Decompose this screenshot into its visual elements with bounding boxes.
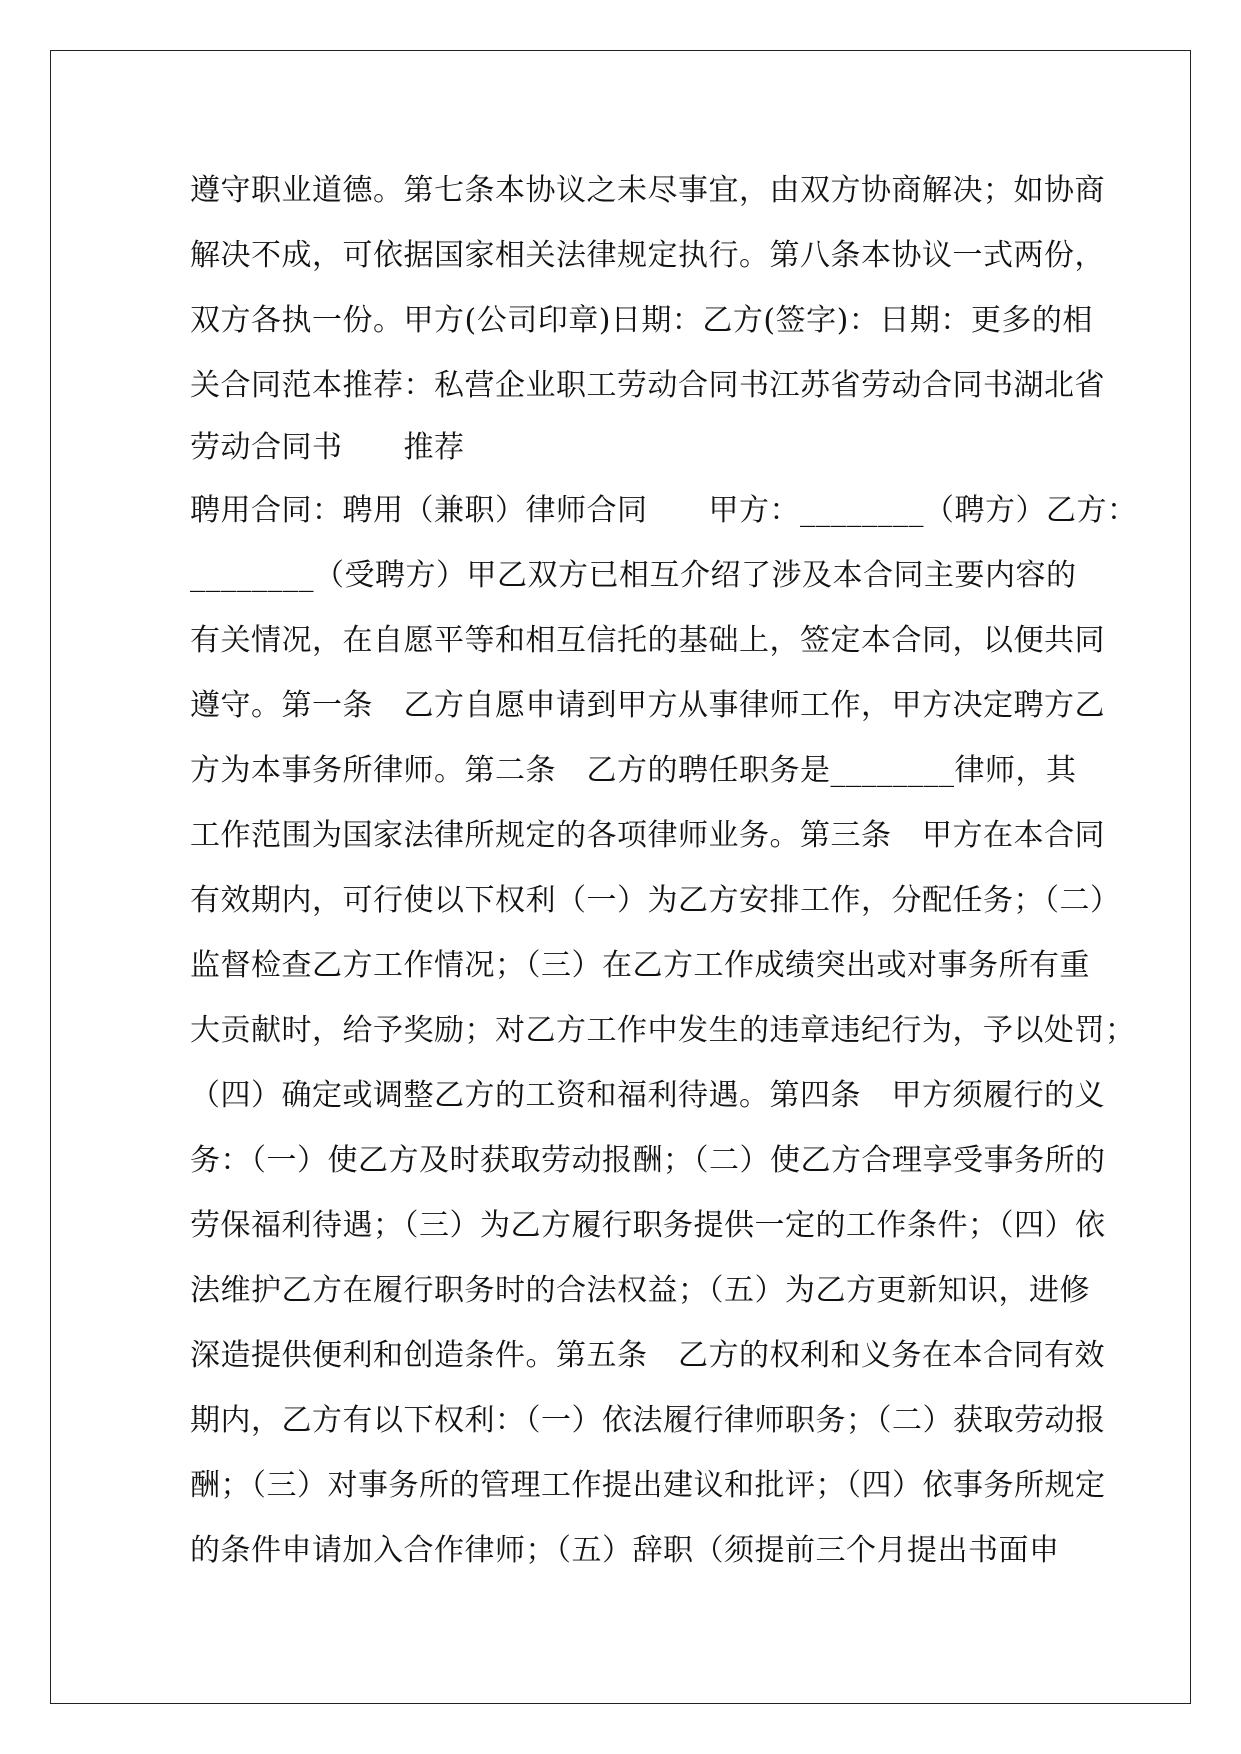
text-line: 工作范围为国家法律所规定的各项律师业务。第三条 甲方在本合同 [190,818,1105,853]
text-line: 酬；（三）对事务所的管理工作提出建议和批评；（四）依事务所规定 [190,1468,1106,1503]
text-line: 法维护乙方在履行职务时的合法权益；（五）为乙方更新知识，进修 [190,1273,1090,1308]
text-line: 的条件申请加入合作律师；（五）辞职（须提前三个月提出书面申 [190,1533,1060,1568]
text-line: 务：（一）使乙方及时获取劳动报酬；（二）使乙方合理享受事务所的 [190,1143,1106,1178]
text-line: 方为本事务所律师。第二条 乙方的聘任职务是________律师，其 [190,753,1077,788]
text-line: 深造提供便利和创造条件。第五条 乙方的权利和义务在本合同有效 [190,1338,1105,1373]
text-line: 期内，乙方有以下权利：（一）依法履行律师职务；（二）获取劳动报 [190,1403,1106,1438]
text-line: 解决不成，可依据国家相关法律规定执行。第八条本协议一式两份， [190,238,1105,273]
text-line: 有效期内，可行使以下权利（一）为乙方安排工作，分配任务；（二） [190,883,1121,918]
text-line: 监督检查乙方工作情况；（三）在乙方工作成绩突出或对事务所有重 [190,948,1090,983]
text-line: （四）确定或调整乙方的工资和福利待遇。第四条 甲方须履行的义 [190,1078,1105,1113]
document-body [190,158,1138,1583]
text-line: 劳动合同书 推荐 [190,430,465,465]
text-line: 双方各执一份。甲方(公司印章)日期：乙方(签字)：日期：更多的相 [190,303,1093,338]
text-line: ________（受聘方）甲乙双方已相互介绍了涉及本合同主要内容的 [190,558,1077,593]
text-line: 关合同范本推荐：私营企业职工劳动合同书江苏省劳动合同书湖北省 [190,368,1105,403]
text-line: 遵守。第一条 乙方自愿申请到甲方从事律师工作，甲方决定聘方乙 [190,688,1105,723]
text-line: 遵守职业道德。第七条本协议之未尽事宜，由双方协商解决；如协商 [190,173,1105,208]
text-line: 大贡献时，给予奖励；对乙方工作中发生的违章违纪行为，予以处罚； [190,1013,1136,1048]
text-line: 聘用合同：聘用（兼职）律师合同 甲方：________（聘方）乙方： [190,493,1138,528]
text-line: 有关情况，在自愿平等和相互信托的基础上，签定本合同，以便共同 [190,623,1105,658]
text-line: 劳保福利待遇；（三）为乙方履行职务提供一定的工作条件；（四）依 [190,1208,1106,1243]
